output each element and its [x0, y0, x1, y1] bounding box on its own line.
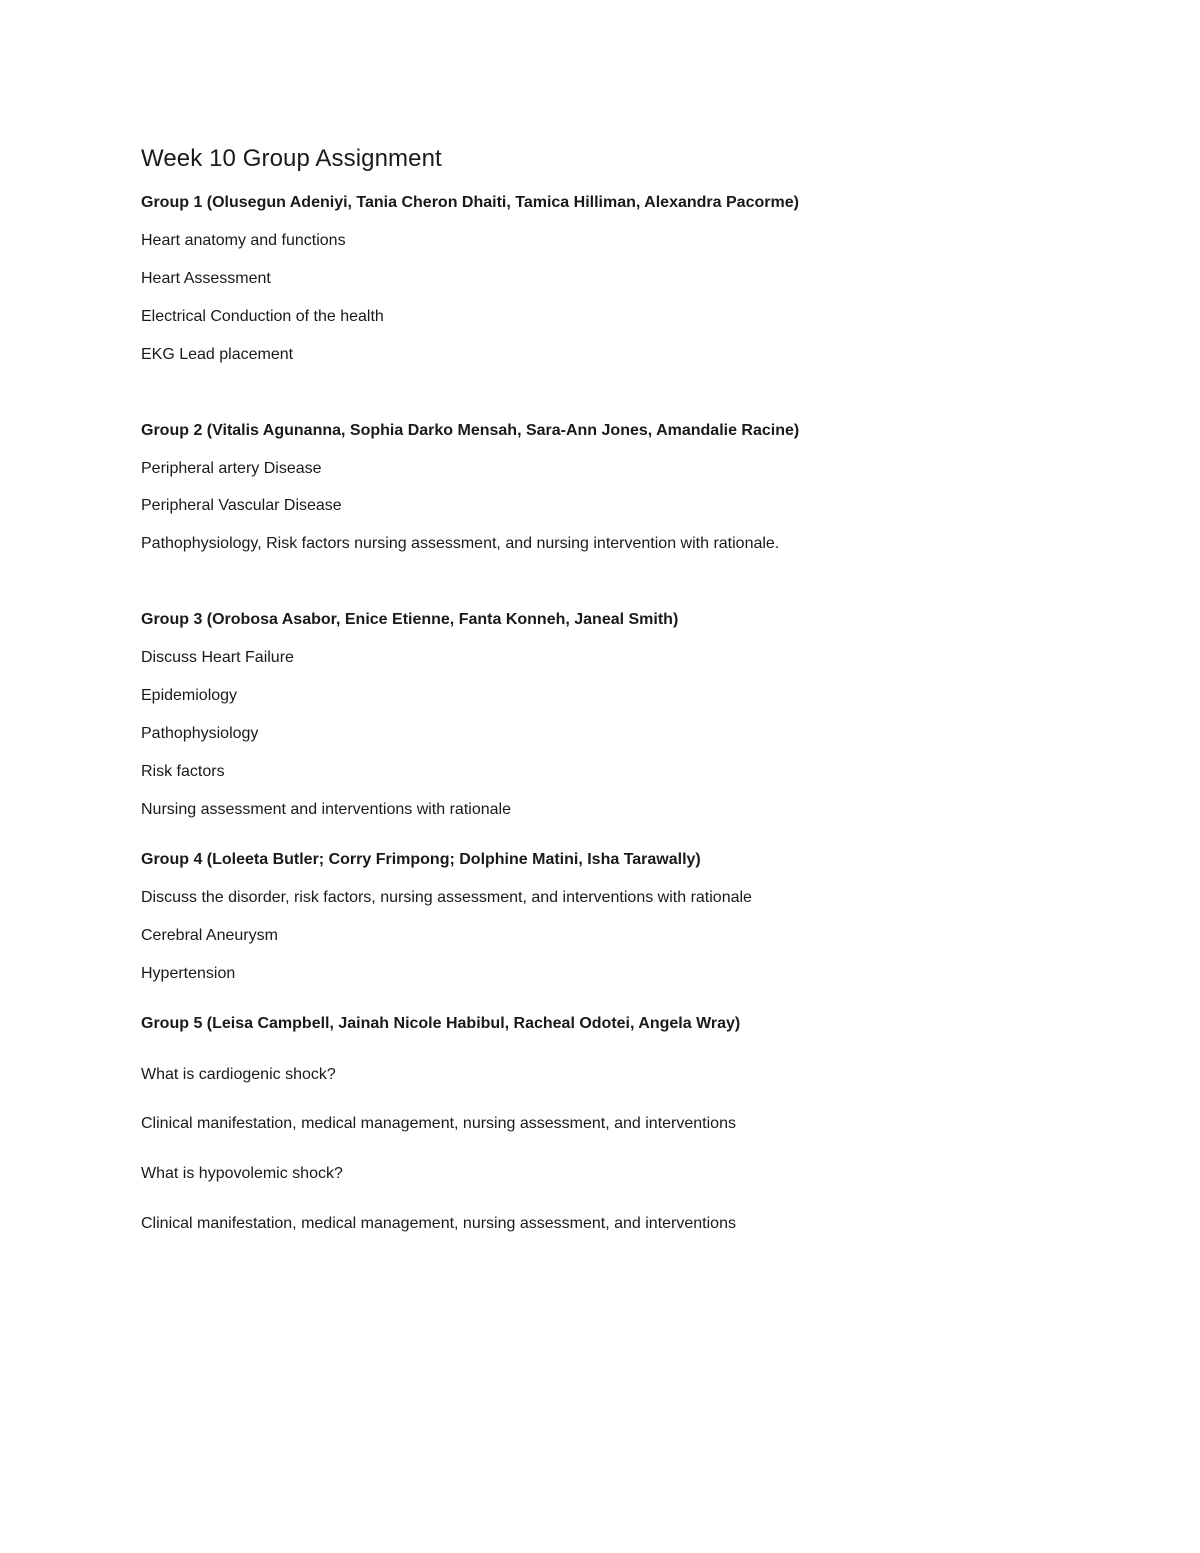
group-5-item: Clinical manifestation, medical management, nursing assessment, and interventions — [141, 1115, 736, 1132]
group-3-item: Risk factors — [141, 763, 225, 780]
page-title: Week 10 Group Assignment — [141, 145, 442, 172]
group-1-item: Heart anatomy and functions — [141, 232, 346, 249]
group-2-item: Pathophysiology, Risk factors nursing assessment, and nursing intervention with rationale. — [141, 535, 780, 552]
group-2-heading: Group 2 (Vitalis Agunanna, Sophia Darko Mensah, Sara-Ann Jones, Amandalie Racine) — [141, 422, 800, 439]
group-3-item: Nursing assessment and interventions with rationale — [141, 801, 511, 818]
group-2-item: Peripheral Vascular Disease — [141, 497, 342, 514]
group-4-item: Cerebral Aneurysm — [141, 927, 278, 944]
group-1-heading: Group 1 (Olusegun Adeniyi, Tania Cheron Dhaiti, Tamica Hilliman, Alexandra Pacorme) — [141, 194, 799, 211]
group-3-item: Pathophysiology — [141, 725, 259, 742]
group-3-item: Discuss Heart Failure — [141, 649, 294, 666]
group-5-item: What is hypovolemic shock? — [141, 1165, 343, 1182]
group-1-item: Heart Assessment — [141, 270, 271, 287]
group-1-item: EKG Lead placement — [141, 346, 294, 363]
group-1-item: Electrical Conduction of the health — [141, 308, 384, 325]
group-5-heading: Group 5 (Leisa Campbell, Jainah Nicole Habibul, Racheal Odotei, Angela Wray) — [141, 1015, 741, 1032]
group-5-item: What is cardiogenic shock? — [141, 1066, 336, 1083]
group-5-item: Clinical manifestation, medical management, nursing assessment, and interventions — [141, 1215, 736, 1232]
group-3-heading: Group 3 (Orobosa Asabor, Enice Etienne, Fanta Konneh, Janeal Smith) — [141, 611, 679, 628]
group-4-heading: Group 4 (Loleeta Butler; Corry Frimpong; Dolphine Matini, Isha Tarawally) — [141, 851, 701, 868]
group-4-item: Discuss the disorder, risk factors, nursing assessment, and interventions with rationale — [141, 889, 752, 906]
group-2-item: Peripheral artery Disease — [141, 460, 322, 477]
group-4-item: Hypertension — [141, 965, 236, 982]
group-3-item: Epidemiology — [141, 687, 238, 704]
